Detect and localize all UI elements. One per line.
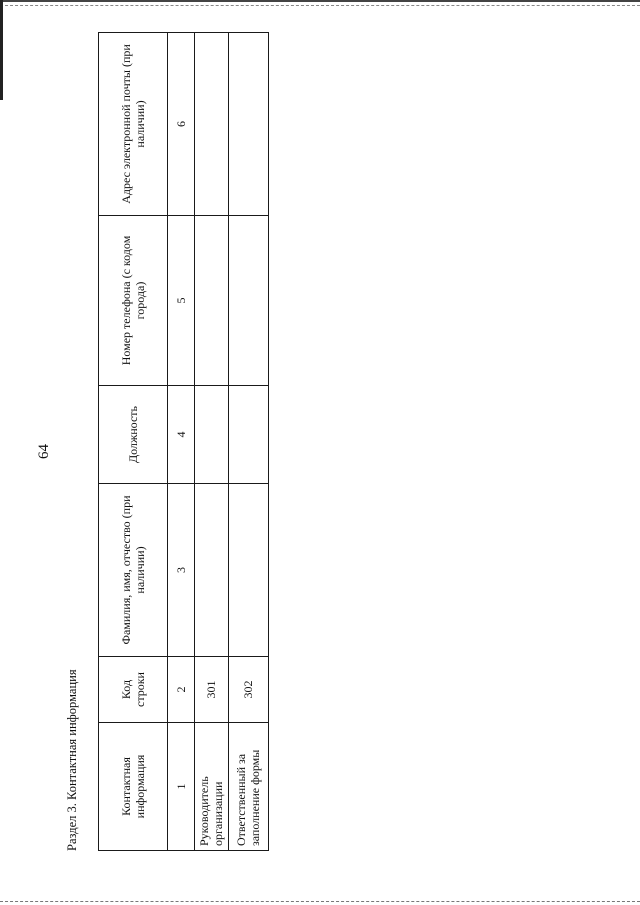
phone-cell[interactable] <box>195 216 229 386</box>
row-code: 301 <box>195 657 229 723</box>
email-cell[interactable] <box>195 33 229 216</box>
section-title: Раздел 3. Контактная информация <box>65 669 79 851</box>
header-position: Должность <box>99 386 168 484</box>
header-phone: Номер телефона (с кодом города) <box>99 216 168 386</box>
table-row <box>195 33 229 851</box>
page-number: 64 <box>36 444 52 459</box>
email-cell[interactable] <box>228 33 268 216</box>
column-number: 2 <box>168 657 195 723</box>
position-cell[interactable] <box>195 386 229 484</box>
header-contact-info: Контактная информация <box>99 723 168 851</box>
table-row <box>228 33 268 851</box>
header-email: Адрес электронной почты (при наличии) <box>99 33 168 216</box>
full-name-cell[interactable] <box>195 484 229 657</box>
column-number: 3 <box>168 484 195 657</box>
header-row <box>99 33 168 851</box>
position-cell[interactable] <box>228 386 268 484</box>
row-label: Руководитель организации <box>195 723 229 851</box>
row-label: Ответственный за заполнение формы <box>228 723 268 851</box>
full-name-cell[interactable] <box>228 484 268 657</box>
column-number: 4 <box>168 386 195 484</box>
phone-cell[interactable] <box>228 216 268 386</box>
row-code: 302 <box>228 657 268 723</box>
header-line-code: Код строки <box>99 657 168 723</box>
column-number: 1 <box>168 723 195 851</box>
header-full-name: Фамилия, имя, отчество (при наличии) <box>99 484 168 657</box>
column-number: 5 <box>168 216 195 386</box>
contact-info-table <box>98 32 269 851</box>
column-number: 6 <box>168 33 195 216</box>
column-number-row <box>168 33 195 851</box>
